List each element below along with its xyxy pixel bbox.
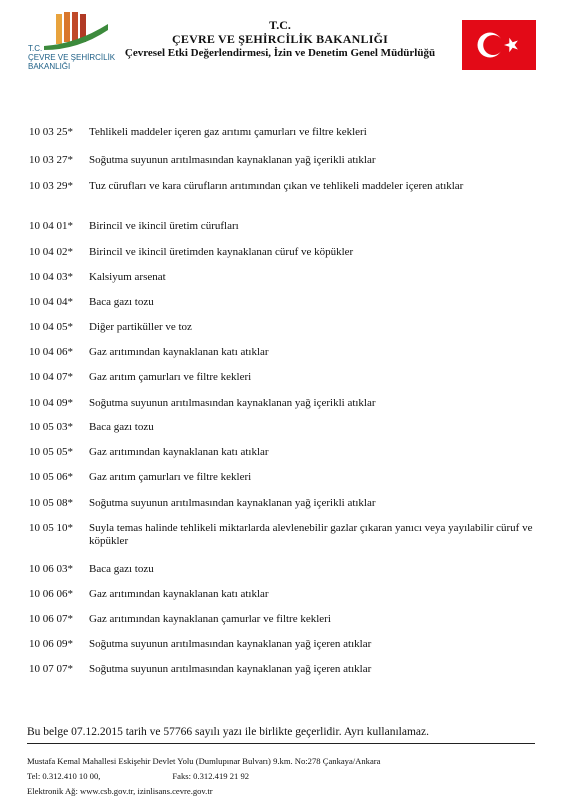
waste-code: 10 06 07* (29, 613, 73, 625)
waste-description: Gaz arıtımından kaynaklanan katı atıklar (89, 346, 269, 358)
waste-description: Soğutma suyunun arıtılmasından kaynaklanan yağ içerikli atıklar (89, 397, 376, 409)
waste-description: Diğer partiküller ve toz (89, 321, 192, 333)
waste-code: 10 04 02* (29, 246, 73, 258)
list-item (29, 663, 539, 676)
waste-description: Baca gazı tozu (89, 421, 154, 433)
waste-description: Gaz arıtımından kaynaklanan katı atıklar (89, 588, 269, 600)
document-header (110, 18, 450, 60)
list-item (29, 421, 539, 434)
waste-description: Gaz arıtım çamurları ve filtre kekleri (89, 371, 252, 383)
waste-description: Soğutma suyunun arıtılmasından kaynaklanan yağ içerikli atıklar (89, 154, 376, 166)
waste-code: 10 03 25* (29, 126, 73, 138)
footer-address: Mustafa Kemal Mahallesi Eskişehir Devlet Yolu (Dumlupınar Bulvarı) 9.km. No:278 Çankaya/Ankara (27, 756, 381, 766)
waste-code: 10 03 29* (29, 180, 73, 192)
list-item (29, 522, 539, 548)
waste-description: Soğutma suyunun arıtılmasından kaynaklanan yağ içeren atıklar (89, 638, 372, 650)
waste-code: 10 04 05* (29, 321, 73, 333)
waste-code: 10 07 07* (29, 663, 73, 675)
waste-code: 10 06 09* (29, 638, 73, 650)
footer-tel: Tel: 0.312.410 10 00, (27, 771, 101, 781)
header-tc: T.C. (269, 18, 291, 32)
footer-contact (27, 771, 249, 781)
list-item (29, 271, 539, 284)
list-item (29, 246, 539, 259)
waste-description: Baca gazı tozu (89, 563, 154, 575)
waste-description: Soğutma suyunun arıtılmasından kaynaklanan yağ içerikli atıklar (89, 497, 376, 509)
list-item (29, 446, 539, 459)
list-item (29, 588, 539, 601)
footer-web: Elektronik Ağ: www.csb.gov.tr, izinlisans.cevre.gov.tr (27, 786, 213, 796)
waste-description: Baca gazı tozu (89, 296, 154, 308)
waste-description: Gaz arıtımından kaynaklanan çamurlar ve filtre kekleri (89, 613, 331, 625)
list-item (29, 397, 539, 410)
waste-code: 10 05 03* (29, 421, 73, 433)
waste-description: Gaz arıtımından kaynaklanan katı atıklar (89, 446, 269, 458)
waste-code: 10 04 03* (29, 271, 73, 283)
list-item (29, 371, 539, 384)
waste-description: Gaz arıtım çamurları ve filtre kekleri (89, 471, 252, 483)
waste-code: 10 04 07* (29, 371, 73, 383)
list-item (29, 296, 539, 309)
waste-code: 10 05 10* (29, 522, 73, 534)
waste-description: Suyla temas halinde tehlikeli miktarlarda alevlenebilir gazlar çıkaran yanıcı veya yayılabilir cüruf ve köpükler (89, 522, 533, 547)
footer-divider (27, 743, 535, 744)
list-item (29, 346, 539, 359)
waste-code: 10 06 03* (29, 563, 73, 575)
waste-code: 10 03 27* (29, 154, 73, 166)
waste-description: Kalsiyum arsenat (89, 271, 166, 283)
waste-code: 10 04 09* (29, 397, 73, 409)
waste-code: 10 06 06* (29, 588, 73, 600)
waste-description: Soğutma suyunun arıtılmasından kaynaklanan yağ içeren atıklar (89, 663, 372, 675)
waste-code: 10 04 04* (29, 296, 73, 308)
list-item (29, 180, 539, 193)
list-item (29, 154, 539, 167)
waste-description: Tehlikeli maddeler içeren gaz arıtımı çamurları ve filtre kekleri (89, 126, 367, 138)
list-item (29, 471, 539, 484)
list-item (29, 220, 539, 233)
waste-code: 10 04 01* (29, 220, 73, 232)
validity-note: Bu belge 07.12.2015 tarih ve 57766 sayılı yazı ile birlikte geçerlidir. Ayrı kullanılamaz. (27, 726, 429, 738)
waste-description: Birincil ve ikincil üretimden kaynaklanan cüruf ve köpükler (89, 246, 354, 258)
list-item (29, 613, 539, 626)
list-item (29, 638, 539, 651)
turkish-flag-icon (462, 20, 536, 70)
waste-description: Birincil ve ikincil üretim cürufları (89, 220, 239, 232)
list-item (29, 563, 539, 576)
footer-fax: Faks: 0.312.419 21 92 (172, 771, 250, 781)
waste-code: 10 05 05* (29, 446, 73, 458)
list-item (29, 321, 539, 334)
waste-code: 10 04 06* (29, 346, 73, 358)
waste-description: Tuz cürufları ve kara cürufların arıtımından çıkan ve tehlikeli maddeler içeren atıklar (89, 180, 464, 192)
header-ministry: ÇEVRE VE ŞEHİRCİLİK BAKANLIĞI (172, 32, 388, 46)
waste-code: 10 05 06* (29, 471, 73, 483)
waste-code: 10 05 08* (29, 497, 73, 509)
header-directorate: Çevresel Etki Değerlendirmesi, İzin ve Denetim Genel Müdürlüğü (124, 47, 436, 59)
list-item (29, 126, 539, 139)
logo-text: T.C. ÇEVRE VE ŞEHİRCİLİK BAKANLIĞI (28, 44, 116, 71)
list-item (29, 497, 539, 510)
